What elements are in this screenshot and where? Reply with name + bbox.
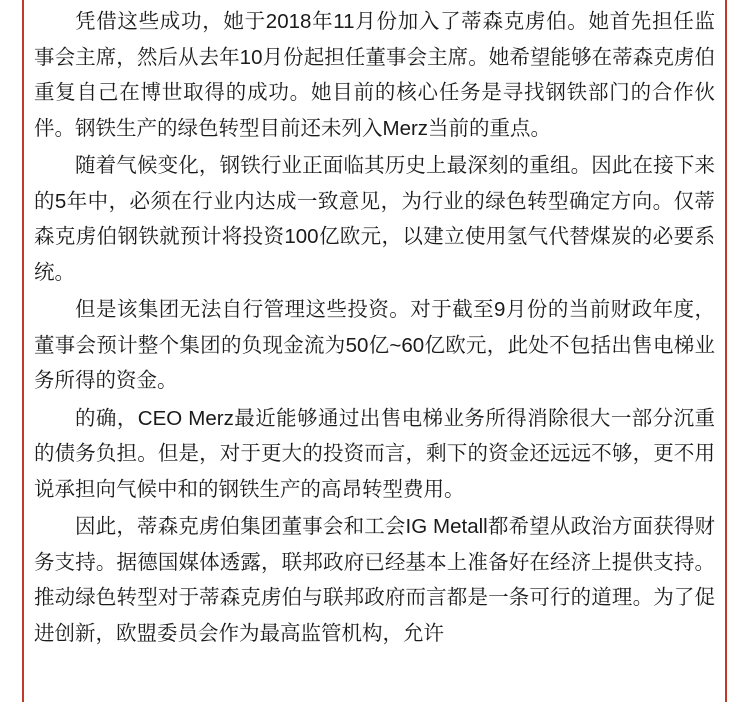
article-body (34, 0, 715, 702)
paragraph: 但是该集团无法自行管理这些投资。对于截至9月份的当前财政年度，董事会预计整个集团的负现金流为50亿~60亿欧元，此处不包括出售电梯业务所得的资金。 (34, 298, 715, 392)
paragraph: 因此，蒂森克虏伯集团董事会和工会IG Metall都希望从政治方面获得财务支持。据德国媒体透露，联邦政府已经基本上准备好在经济上提供支持。推动绿色转型对于蒂森克虏伯与联邦政府而言都是一条可行的道理。为了促进创新，欧盟委员会作为最高监管机构，允许 (34, 515, 715, 645)
right-margin-rule (725, 0, 727, 702)
left-margin-rule (22, 0, 24, 702)
paragraph: 随着气候变化，钢铁行业正面临其历史上最深刻的重组。因此在接下来的5年中，必须在行业内达成一致意见，为行业的绿色转型确定方向。仅蒂森克虏伯钢铁就预计将投资100亿欧元，以建立使用氢气代替煤炭的必要系统。 (34, 154, 715, 284)
paragraph: 凭借这些成功，她于2018年11月份加入了蒂森克虏伯。她首先担任监事会主席，然后从去年10月份起担任董事会主席。她希望能够在蒂森克虏伯重复自己在博世取得的成功。她目前的核心任务是寻找钢铁部门的合作伙伴。钢铁生产的绿色转型目前还未列入Merz当前的重点。 (34, 10, 715, 140)
paragraph: 的确，CEO Merz最近能够通过出售电梯业务所得消除很大一部分沉重的债务负担。但是，对于更大的投资而言，剩下的资金还远远不够，更不用说承担向气候中和的钢铁生产的高昂转型费用。 (34, 406, 715, 501)
